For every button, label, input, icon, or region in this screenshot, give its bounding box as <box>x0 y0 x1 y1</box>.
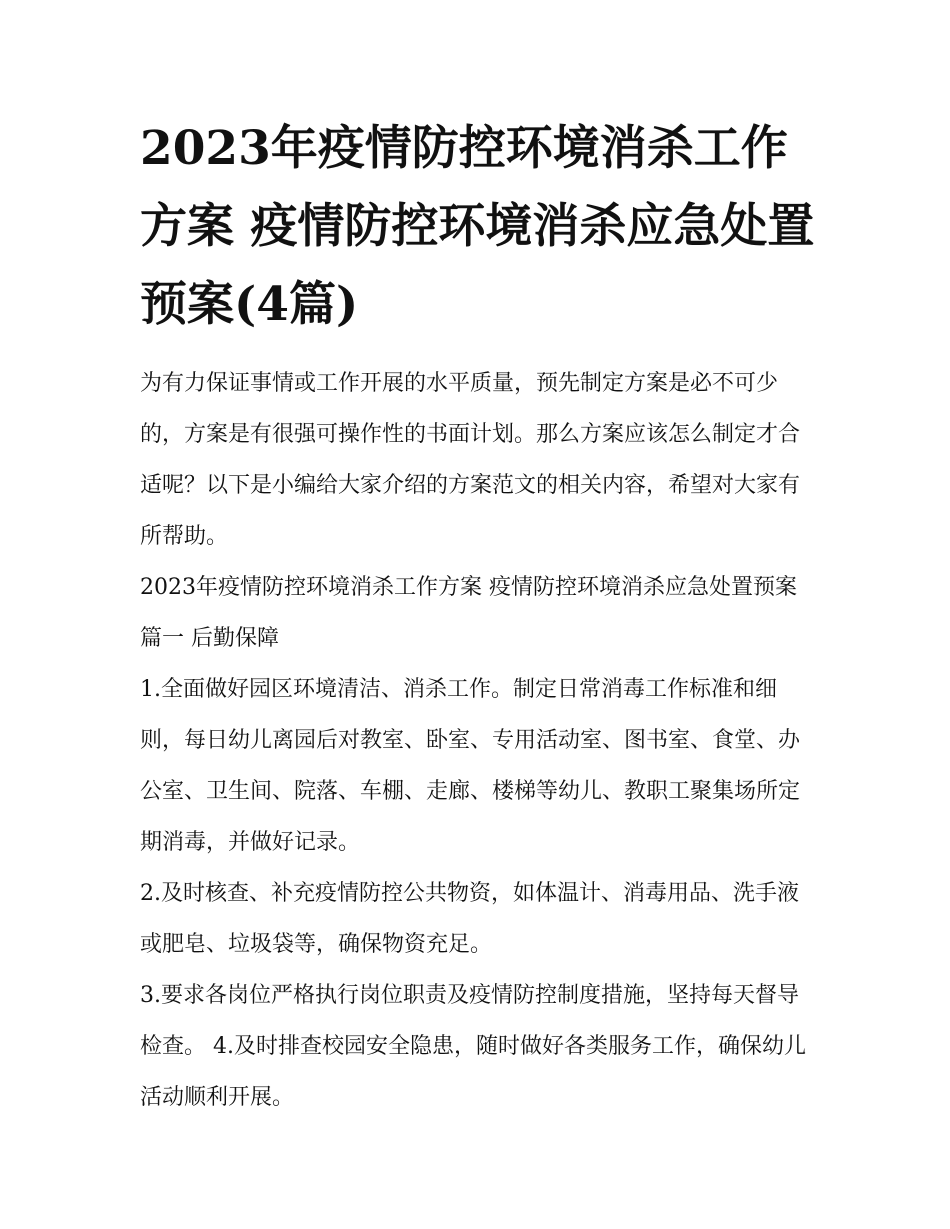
intro-paragraph: 为有力保证事情或工作开展的水平质量，预先制定方案是必不可少的，方案是有很强可操作性的书面计划。那么方案应该怎么制定才合适呢？以下是小编给大家介绍的方案范文的相关内容，希望对大家有所帮助。 <box>140 371 801 549</box>
item-1-paragraph: 1.全面做好园区环境清洁、消杀工作。制定日常消毒工作标准和细则，每日幼儿离园后对教室、卧室、专用活动室、图书室、食堂、办公室、卫生间、院落、车棚、走廊、楼梯等幼儿、教职工聚集场所定期消毒，并做好记录。 <box>140 677 801 855</box>
item-3-4-paragraph: 3.要求各岗位严格执行岗位职责及疫情防控制度措施，坚持每天督导检查。 4.及时排查校园安全隐患，随时做好各类服务工作，确保幼儿活动顺利开展。 <box>140 983 806 1110</box>
item-2-paragraph: 2.及时核查、补充疫情防控公共物资，如体温计、消毒用品、洗手液或肥皂、垃圾袋等，确保物资充足。 <box>140 881 799 957</box>
document-title: 2023年疫情防控环境消杀工作方案 疫情防控环境消杀应急处置预案(4篇) <box>140 121 815 332</box>
section-heading: 2023年疫情防控环境消杀工作方案 疫情防控环境消杀应急处置预案篇一 后勤保障 <box>140 575 797 651</box>
document-body <box>140 110 815 1123</box>
